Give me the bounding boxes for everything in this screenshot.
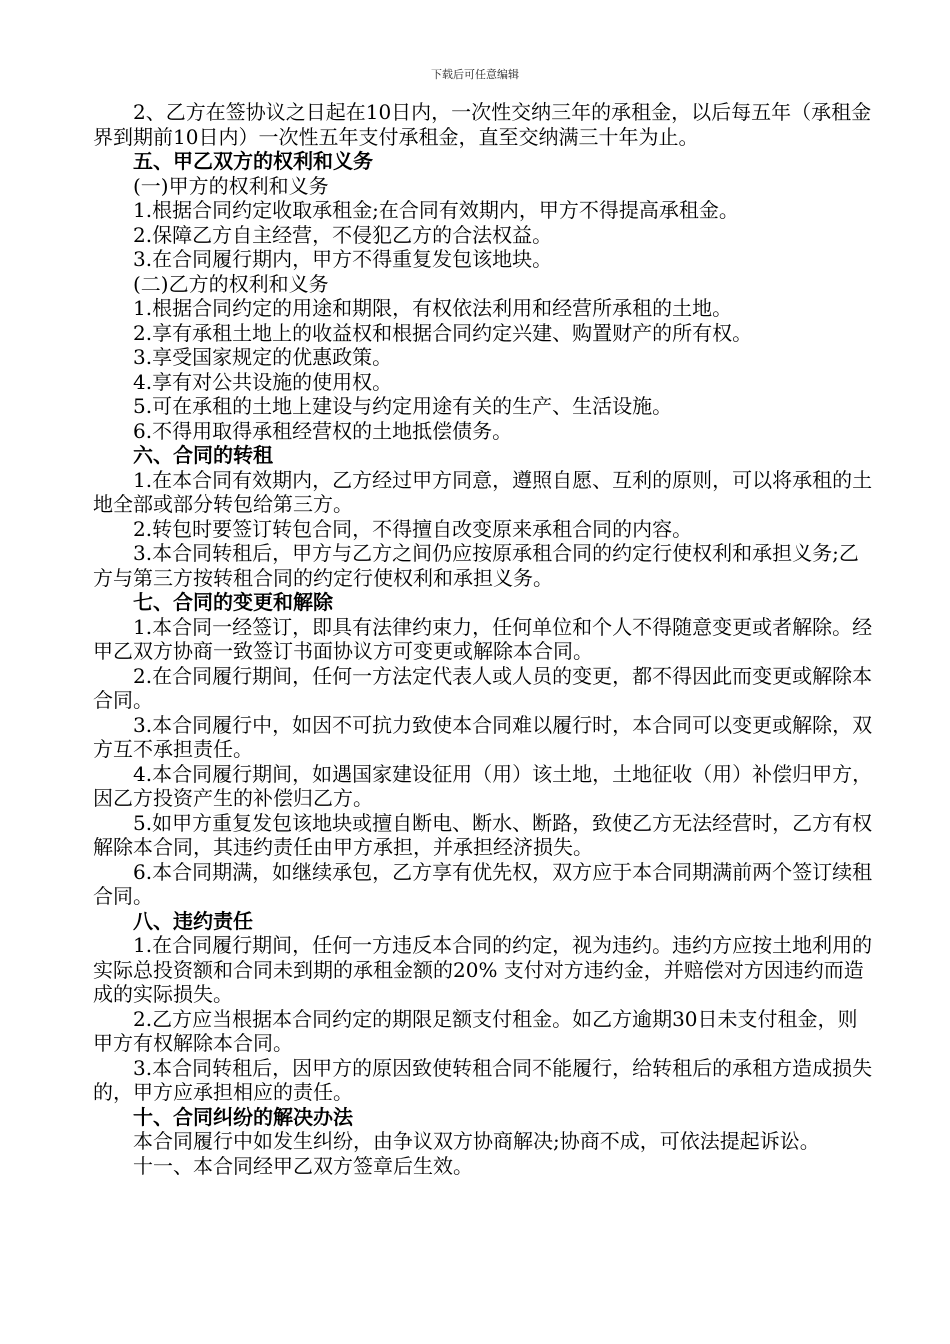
section-heading: 十、合同纠纷的解决办法 xyxy=(133,1104,353,1129)
subheading: (一)甲方的权利和义务 xyxy=(133,173,329,198)
paragraph: 1.在本合同有效期内，乙方经过甲方同意，遵照自愿、互利的原则，可以将承租的土地全部或部分转包给第三方。 xyxy=(93,467,873,516)
subheading: (二)乙方的权利和义务 xyxy=(133,271,329,296)
paragraph: 3.本合同转租后，甲方与乙方之间仍应按原承租合同的约定行使权利和承担义务;乙方与第三方按转租合同的约定行使权利和承担义务。 xyxy=(93,541,859,590)
paragraph: 十一、本合同经甲乙双方签章后生效。 xyxy=(133,1153,473,1178)
paragraph: 2、乙方在签协议之日起在10日内，一次性交纳三年的承租金，以后每五年（承租金界到期前10日内）一次性五年支付承租金，直至交纳满三十年为止。 xyxy=(93,100,872,149)
list-item: 6.不得用取得承租经营权的土地抵偿债务。 xyxy=(133,418,513,443)
paragraph: 3.本合同履行中，如因不可抗力致使本合同难以履行时，本合同可以变更或解除，双方互不承担责任。 xyxy=(93,712,873,761)
paragraph: 2.乙方应当根据本合同约定的期限足额支付租金。如乙方逾期30日未支付租金，则甲方有权解除本合同。 xyxy=(93,1006,858,1055)
list-item: 5.可在承租的土地上建设与约定用途有关的生产、生活设施。 xyxy=(133,394,673,418)
list-item: 2.保障乙方自主经营，不侵犯乙方的合法权益。 xyxy=(133,222,553,247)
paragraph: 本合同履行中如发生纠纷，由争议双方协商解决;协商不成，可依法提起诉讼。 xyxy=(133,1129,820,1153)
page-header: 下载后可任意编辑 xyxy=(431,68,519,81)
section-heading: 八、违约责任 xyxy=(133,908,253,933)
list-item: 2.享有承租土地上的收益权和根据合同约定兴建、购置财产的所有权。 xyxy=(133,320,753,345)
paragraph: 2.在合同履行期间，任何一方法定代表人或人员的变更，都不得因此而变更或解除本合同。 xyxy=(93,663,873,712)
paragraph: 4.本合同履行期间，如遇国家建设征用（用）该土地，土地征收（用）补偿归甲方，因乙方投资产生的补偿归乙方。 xyxy=(93,761,873,810)
list-item: 4.享有对公共设施的使用权。 xyxy=(133,369,393,394)
paragraph: 6.本合同期满，如继续承包，乙方享有优先权，双方应于本合同期满前两个签订续租合同。 xyxy=(93,859,873,908)
list-item: 3.享受国家规定的优惠政策。 xyxy=(133,345,393,369)
document-body xyxy=(93,100,873,1178)
section-heading: 六、合同的转租 xyxy=(133,443,273,467)
paragraph: 2.转包时要签订转包合同，不得擅自改变原来承租合同的内容。 xyxy=(133,516,693,541)
paragraph: 5.如甲方重复发包该地块或擅自断电、断水、断路，致使乙方无法经营时，乙方有权解除本合同，其违约责任由甲方承担，并承担经济损失。 xyxy=(93,810,873,859)
list-item: 1.根据合同约定的用途和期限，有权依法利用和经营所承租的土地。 xyxy=(133,296,733,320)
list-item: 3.在合同履行期内，甲方不得重复发包该地块。 xyxy=(133,247,553,271)
section-heading: 五、甲乙双方的权利和义务 xyxy=(133,149,373,173)
list-item: 1.根据合同约定收取承租金;在合同有效期内，甲方不得提高承租金。 xyxy=(133,198,739,222)
paragraph: 1.本合同一经签订，即具有法律约束力，任何单位和个人不得随意变更或者解除。经甲乙双方协商一致签订书面协议方可变更或解除本合同。 xyxy=(93,614,873,663)
paragraph: 1.在合同履行期间，任何一方违反本合同的约定，视为违约。违约方应按土地利用的实际总投资额和合同未到期的承租金额的20% 支付对方违约金，并赔偿对方因违约而造成的实际损失。 xyxy=(93,933,873,1006)
section-heading: 七、合同的变更和解除 xyxy=(133,590,333,614)
paragraph: 3.本合同转租后，因甲方的原因致使转租合同不能履行，给转租后的承租方造成损失的，甲方应承担相应的责任。 xyxy=(93,1055,873,1104)
